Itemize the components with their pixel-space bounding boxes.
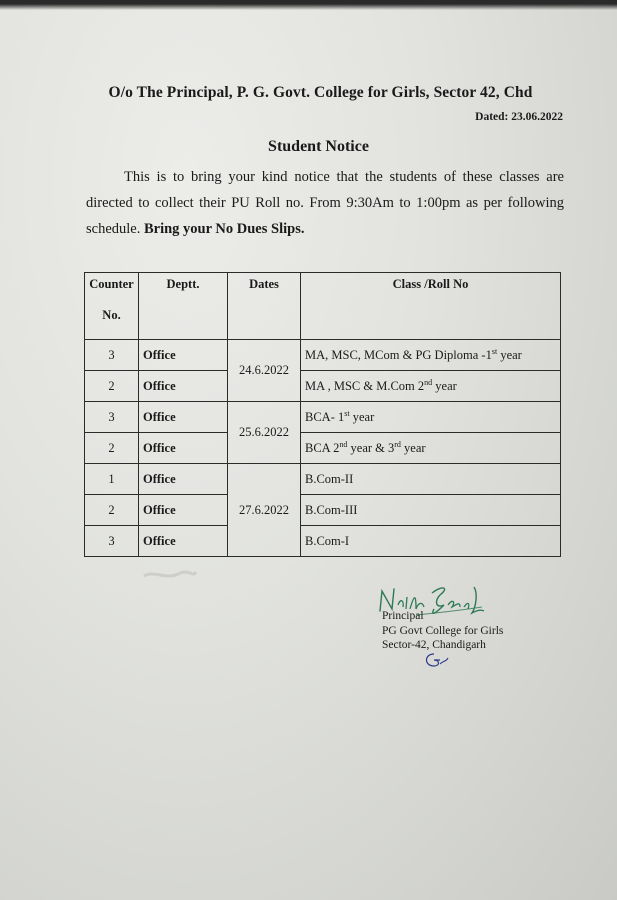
counter-cell: 3 [85,340,139,371]
date-cell: 27.6.2022 [228,464,301,557]
class-cell: BCA 2nd year & 3rd year [301,433,561,464]
office-header: O/o The Principal, P. G. Govt. College for Girls, Sector 42, Chd [108,84,533,101]
dept-cell: Office [139,371,228,402]
notice-date: Dated: 23.06.2022 [475,111,563,123]
class-cell: BCA- 1st year [301,402,561,433]
header-dates: Dates [228,273,301,340]
dept-cell: Office [139,433,228,464]
notice-body-text: This is to bring your kind notice that the students of these classes are directed to collect their PU Roll no. From 9:30Am to 1:00pm as per following schedule. [86,169,564,237]
college-name: PG Govt College for Girls [382,624,504,637]
header-counter [85,273,139,340]
dept-cell: Office [139,464,228,495]
class-cell: B.Com-I [301,526,561,557]
signature-block [382,609,503,653]
college-address: Sector-42, Chandigarh [382,639,486,651]
notice-body [86,164,564,242]
counter-cell: 2 [85,371,139,402]
counter-cell: 1 [85,464,139,495]
dept-cell: Office [139,340,228,371]
class-cell: MA, MSC, MCom & PG Diploma -1st year [301,340,561,371]
dept-cell: Office [139,402,228,433]
header-class-roll: Class /Roll No [301,273,561,340]
notice-body-emphasis: Bring your No Dues Slips. [143,221,305,237]
initials-mark [420,650,450,670]
signatory-title: Principal [382,610,424,622]
table-row [85,402,561,433]
table-header-row [85,273,561,340]
class-cell: B.Com-III [301,495,561,526]
header-counter-line1: Counter [89,277,134,291]
class-cell: MA , MSC & M.Com 2nd year [301,371,561,402]
counter-cell: 2 [85,495,139,526]
table-row [85,526,561,557]
counter-cell: 2 [85,433,139,464]
table-row [85,464,561,495]
top-edge-shadow [0,0,617,10]
table-row [85,433,561,464]
table-row [85,495,561,526]
header-counter-line2: No. [102,308,121,322]
dept-cell: Office [139,526,228,557]
schedule-table [84,272,561,557]
dept-cell: Office [139,495,228,526]
table-row [85,371,561,402]
counter-cell: 3 [85,526,139,557]
paper-smudge [140,566,200,584]
class-cell: B.Com-II [301,464,561,495]
date-cell: 25.6.2022 [228,402,301,464]
notice-title: Student Notice [268,138,369,155]
header-dept: Deptt. [139,273,228,340]
table-row [85,340,561,371]
date-cell: 24.6.2022 [228,340,301,402]
counter-cell: 3 [85,402,139,433]
